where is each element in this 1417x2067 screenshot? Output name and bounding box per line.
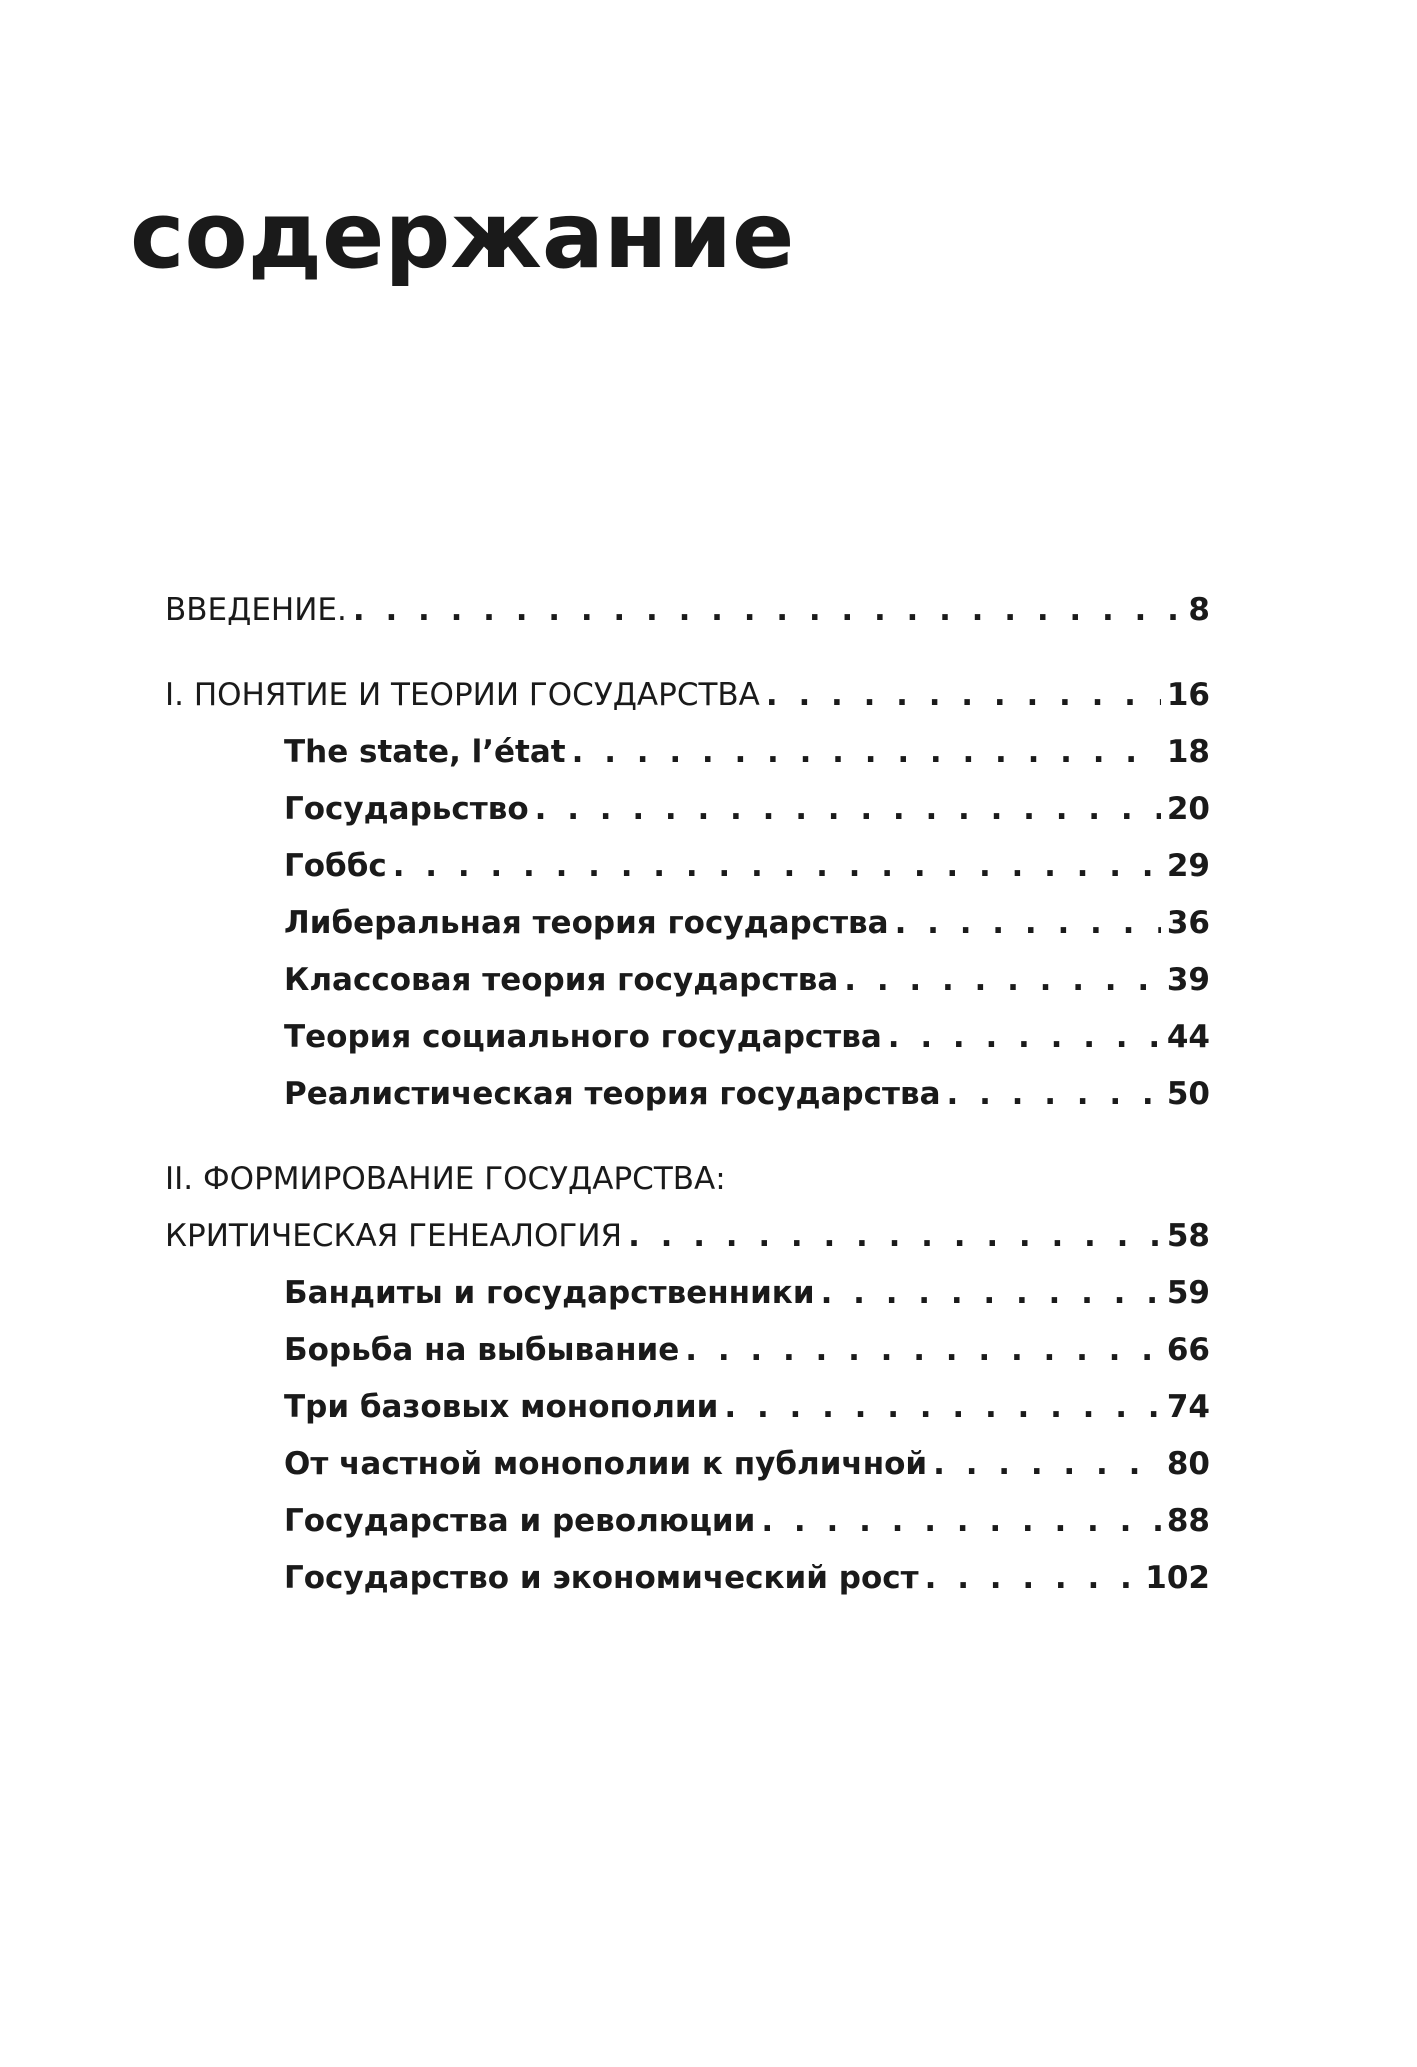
toc-entry-intro[interactable] (165, 582, 1210, 639)
dot-leader (933, 1436, 1161, 1493)
toc-entry-page: 80 (1166, 1446, 1210, 1482)
toc-subentry[interactable] (165, 838, 1210, 895)
toc-entry-page: 20 (1166, 791, 1210, 827)
toc-entry-page: 66 (1166, 1332, 1210, 1368)
toc-entry-title: Теория социального государства (284, 1019, 882, 1055)
toc-entry-title: Гоббс (284, 848, 387, 884)
toc-entry-page: 8 (1188, 592, 1210, 628)
toc-subentry[interactable] (165, 781, 1210, 838)
toc-section-chapter-2 (165, 1151, 1210, 1607)
dot-leader (724, 1379, 1160, 1436)
toc-entry-page: 36 (1166, 905, 1210, 941)
toc-entry-page: 102 (1145, 1560, 1210, 1596)
dot-leader (947, 1066, 1161, 1123)
dot-leader (685, 1322, 1161, 1379)
table-of-contents (165, 582, 1210, 1635)
toc-entry-page: 50 (1166, 1076, 1210, 1112)
dot-leader (895, 895, 1161, 952)
dot-leader (572, 724, 1161, 781)
toc-entry-page: 74 (1166, 1389, 1210, 1425)
toc-entry-title: The state, l’état (284, 734, 566, 770)
toc-subentry[interactable] (165, 1493, 1210, 1550)
toc-entry-title: Бандиты и государственники (284, 1275, 815, 1311)
dot-leader (844, 952, 1161, 1009)
toc-entry-chapter-2-line-1[interactable] (165, 1151, 1210, 1208)
toc-entry-page: 88 (1166, 1503, 1210, 1539)
toc-entry-title: Классовая теория государства (284, 962, 839, 998)
toc-entry-title: Государства и революции (284, 1503, 756, 1539)
dot-leader (821, 1265, 1161, 1322)
toc-entry-title: Три базовых монополии (284, 1389, 719, 1425)
toc-entry-chapter-1[interactable] (165, 667, 1210, 724)
dot-leader (925, 1550, 1140, 1607)
toc-entry-chapter-2[interactable] (165, 1208, 1210, 1265)
toc-subentry[interactable] (165, 1550, 1210, 1607)
toc-entry-page: 39 (1166, 962, 1210, 998)
dot-leader (628, 1208, 1161, 1265)
toc-entry-title: Государство и экономический рост (284, 1560, 919, 1596)
toc-entry-title: Либеральная теория государства (284, 905, 889, 941)
toc-entry-title: II. ФОРМИРОВАНИЕ ГОСУДАРСТВА: (165, 1161, 726, 1197)
toc-subentry[interactable] (165, 1009, 1210, 1066)
toc-subentry[interactable] (165, 895, 1210, 952)
toc-entry-title: Борьба на выбывание (284, 1332, 680, 1368)
page-title: содержание (130, 182, 795, 289)
toc-entry-title: КРИТИЧЕСКАЯ ГЕНЕАЛОГИЯ (165, 1218, 623, 1254)
dot-leader (761, 1493, 1161, 1550)
toc-entry-title: ВВЕДЕНИЕ. (165, 592, 347, 628)
toc-entry-title: I. ПОНЯТИЕ И ТЕОРИИ ГОСУДАРСТВА (165, 677, 760, 713)
toc-subentry[interactable] (165, 1379, 1210, 1436)
toc-subentry[interactable] (165, 1322, 1210, 1379)
dot-leader (393, 838, 1161, 895)
toc-section-chapter-1 (165, 667, 1210, 1123)
toc-entry-page: 58 (1166, 1218, 1210, 1254)
dot-leader (535, 781, 1161, 838)
toc-section-intro (165, 582, 1210, 639)
dot-leader (353, 582, 1183, 639)
toc-entry-page: 16 (1166, 677, 1210, 713)
toc-entry-page: 44 (1166, 1019, 1210, 1055)
toc-entry-title: Государьство (284, 791, 529, 827)
toc-subentry[interactable] (165, 1436, 1210, 1493)
toc-subentry[interactable] (165, 724, 1210, 781)
toc-entry-title: Реалистическая теория государства (284, 1076, 941, 1112)
toc-entry-title: От частной монополии к публичной (284, 1446, 928, 1482)
toc-subentry[interactable] (165, 1066, 1210, 1123)
dot-leader (888, 1009, 1161, 1066)
toc-entry-page: 59 (1166, 1275, 1210, 1311)
toc-subentry[interactable] (165, 1265, 1210, 1322)
toc-subentry[interactable] (165, 952, 1210, 1009)
dot-leader (766, 667, 1161, 724)
toc-entry-page: 29 (1166, 848, 1210, 884)
toc-entry-page: 18 (1166, 734, 1210, 770)
